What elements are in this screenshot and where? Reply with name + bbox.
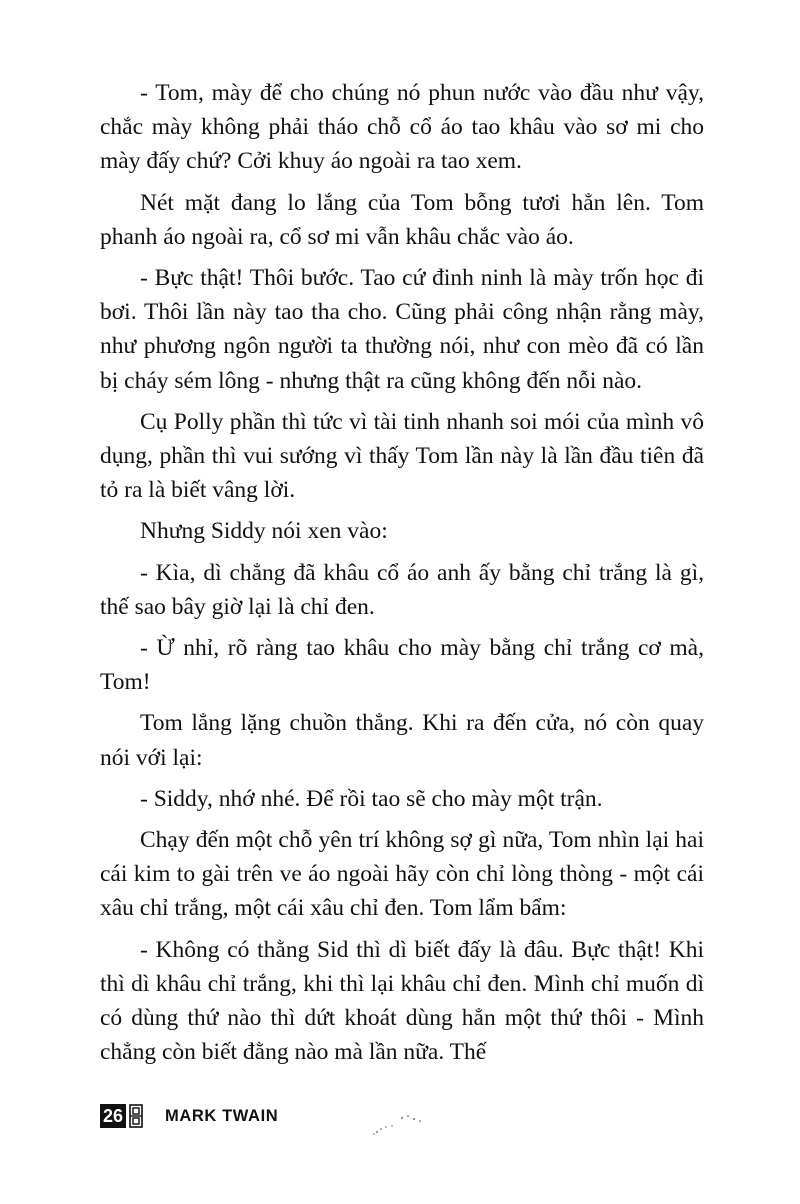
paragraph-3: - Bực thật! Thôi bước. Tao cứ đinh ninh là mày trốn học đi bơi. Thôi lần này tao tha cho. Cũng phải công nhận rằng mày, như phương ngôn người ta thường nói, như con mèo đã có lần bị cháy sém lông - nhưng thật ra cũng không đến nỗi nào. xyxy=(100,265,704,394)
print-specks xyxy=(368,1112,428,1138)
page-footer xyxy=(100,1103,278,1129)
paragraph-10: Chạy đến một chỗ yên trí không sợ gì nữa, Tom nhìn lại hai cái kim to gài trên ve áo ngoài hãy còn chỉ lòng thòng - một cái xâu chỉ trắng, một cái xâu chỉ đen. Tom lẩm bẩm: xyxy=(100,827,704,922)
paragraph-9: - Siddy, nhớ nhé. Để rồi tao sẽ cho mày một trận. xyxy=(140,785,603,812)
paragraph-7: - Ừ nhỉ, rõ ràng tao khâu cho mày bằng chỉ trắng cơ mà, Tom! xyxy=(100,635,704,696)
paragraph-5: Nhưng Siddy nói xen vào: xyxy=(140,518,388,545)
paragraph-1: - Tom, mày để cho chúng nó phun nước vào đầu như vậy, chắc mày không phải tháo chỗ cổ áo tao khâu vào sơ mi cho mày đấy chứ? Cởi khuy áo ngoài ra tao xem. xyxy=(100,80,704,175)
body-text xyxy=(100,76,704,1069)
paragraph-4: Cụ Polly phần thì tức vì tài tinh nhanh soi mói của mình vô dụng, phần thì vui sướng vì thấy Tom lần này là lần đầu tiên đã tỏ ra là biết vâng lời. xyxy=(100,408,704,504)
paragraph-6: - Kìa, dì chẳng đã khâu cổ áo anh ấy bằng chỉ trắng là gì, thế sao bây giờ lại là chỉ đen. xyxy=(100,559,704,620)
decorative-ornament-icon xyxy=(129,1104,143,1128)
page-number: 26 xyxy=(100,1104,126,1128)
paragraph-11: - Không có thằng Sid thì dì biết đấy là đâu. Bực thật! Khi thì dì khâu chỉ trắng, khi thì lại khâu chỉ đen. Mình chỉ muốn dì có dùng thứ nào thì dứt khoát dùng hẳn một thứ thôi - Mình chẳng còn biết đằng nào mà lần nữa. Thế xyxy=(100,936,704,1066)
paragraph-2: Nét mặt đang lo lắng của Tom bỗng tươi hẳn lên. Tom phanh áo ngoài ra, cổ sơ mi vẫn khâu chắc vào áo. xyxy=(100,189,704,250)
paragraph-8: Tom lẳng lặng chuồn thẳng. Khi ra đến cửa, nó còn quay nói với lại: xyxy=(100,710,704,771)
running-head-author: MARK TWAIN xyxy=(165,1106,279,1125)
